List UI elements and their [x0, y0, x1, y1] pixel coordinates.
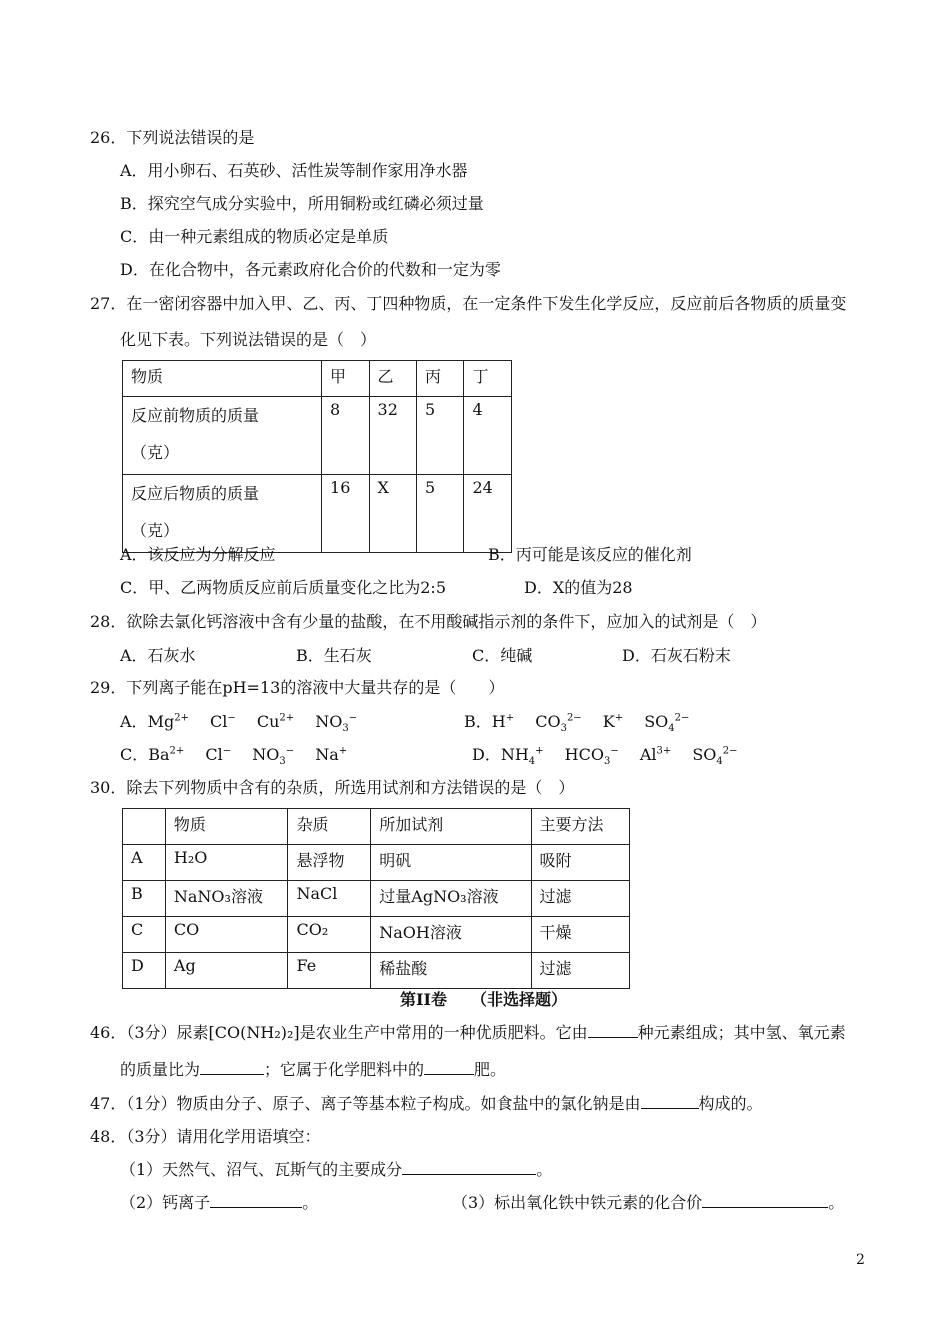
- table-row: [123, 881, 630, 917]
- q48-text: （2）钙离子: [120, 1193, 211, 1212]
- table-row: [123, 475, 512, 553]
- q46-blank-3[interactable]: [424, 1060, 474, 1075]
- q48-item-2: [120, 1193, 318, 1213]
- q46-blank-1[interactable]: [588, 1023, 638, 1038]
- q48-item-3: [452, 1193, 844, 1213]
- row-letter: C: [123, 917, 166, 953]
- table-header-row: [123, 361, 512, 397]
- option-letter: D．: [472, 745, 501, 764]
- q30-impurity-table: [122, 808, 630, 989]
- q29-stem: 29．下列离子能在pH=13的溶液中大量共存的是（ ）: [90, 678, 505, 697]
- q28-option-c: C．纯碱: [472, 646, 533, 665]
- q46-line2: [120, 1060, 506, 1080]
- table-header-cell: 乙: [369, 361, 416, 397]
- q29-option-a: [120, 712, 358, 735]
- row-letter: D: [123, 953, 166, 989]
- table-row-label: [123, 475, 322, 553]
- table-header-cell: 丙: [417, 361, 464, 397]
- q48-text: 。: [828, 1193, 845, 1212]
- row-substance: CO: [165, 917, 288, 953]
- q26-option-c: C．由一种元素组成的物质必定是单质: [120, 227, 389, 246]
- table-header-cell: 杂质: [288, 809, 371, 845]
- ion-formula: H+ $CO_3^{2-}$ K+ $SO_4^{2-}$: [491, 712, 690, 735]
- q30-stem: 30．除去下列物质中含有的杂质，所选用试剂和方法错误的是（ ）: [90, 778, 575, 797]
- table-row: [123, 917, 630, 953]
- option-letter: C．: [120, 745, 149, 764]
- row-impurity: NaCl: [288, 881, 371, 917]
- row-method: 过滤: [531, 881, 629, 917]
- q48-blank-2[interactable]: [210, 1193, 302, 1208]
- table-cell: 32: [369, 397, 416, 475]
- q46-line1: [90, 1023, 846, 1043]
- row-label-line: 反应后物质的质量: [131, 484, 260, 503]
- q46-text: 的质量比为: [120, 1060, 201, 1079]
- section-2-title: 第II卷 （非选择题）: [400, 990, 567, 1009]
- row-reagent: 过量AgNO₃溶液: [371, 881, 531, 917]
- row-letter: B: [123, 881, 166, 917]
- q28-option-b: B．生石灰: [296, 646, 372, 665]
- ion-formula: $Ba^{2+}$ Cl− $NO_3^-$ Na+: [148, 745, 348, 768]
- row-substance: H₂O: [165, 845, 288, 881]
- q47-text: 47．（1分）物质由分子、原子、离子等基本粒子构成。如食盐中的氯化钠是由: [90, 1094, 641, 1113]
- table-header-cell: 甲: [322, 361, 369, 397]
- row-method: 干燥: [531, 917, 629, 953]
- table-header-cell: 主要方法: [531, 809, 629, 845]
- q48-blank-3[interactable]: [702, 1193, 828, 1208]
- table-header-row: [123, 809, 630, 845]
- table-cell: 5: [417, 397, 464, 475]
- q29-option-c: [120, 745, 348, 768]
- table-cell: 4: [464, 397, 512, 475]
- table-header-cell: 物质: [165, 809, 288, 845]
- table-row: [123, 953, 630, 989]
- q28-option-a: A．石灰水: [120, 646, 196, 665]
- q48-text: 。: [536, 1160, 553, 1179]
- row-reagent: NaOH溶液: [371, 917, 531, 953]
- q27-option-a: A．该反应为分解反应: [120, 545, 276, 564]
- row-label-unit: （克）: [131, 443, 180, 462]
- table-cell: 8: [322, 397, 369, 475]
- q28-option-d: D．石灰石粉末: [622, 646, 731, 665]
- q46-text: 46．（3分）尿素[CO(NH₂)₂]是农业生产中常用的一种优质肥料。它由: [90, 1023, 588, 1042]
- row-method: 过滤: [531, 953, 629, 989]
- q26-option-b: B．探究空气成分实验中，所用铜粉或红磷必须过量: [120, 194, 484, 213]
- table-cell: 5: [417, 475, 464, 553]
- page-number: 2: [856, 1252, 865, 1268]
- table-cell: 16: [322, 475, 369, 553]
- row-substance: NaNO₃溶液: [165, 881, 288, 917]
- row-reagent: 明矾: [371, 845, 531, 881]
- q48-blank-1[interactable]: [402, 1160, 536, 1175]
- q47-line: [90, 1094, 763, 1114]
- option-letter: B．: [464, 712, 492, 731]
- row-impurity: 悬浮物: [288, 845, 371, 881]
- row-method: 吸附: [531, 845, 629, 881]
- row-letter: A: [123, 845, 166, 881]
- table-header-cell: 所加试剂: [371, 809, 531, 845]
- ion-formula: $Mg^{2+}$ Cl− $Cu^{2+}$ $NO_3^-$: [147, 712, 358, 735]
- q27-option-c: C．甲、乙两物质反应前后质量变化之比为2:5: [120, 578, 446, 597]
- table-cell: X: [369, 475, 416, 553]
- q27-mass-table: [122, 360, 512, 553]
- q28-stem: 28．欲除去氯化钙溶液中含有少量的盐酸，在不用酸碱指示剂的条件下，应加入的试剂是（ ）: [90, 612, 767, 631]
- q27-stem-line2: 化见下表。下列说法错误的是（ ）: [120, 330, 377, 349]
- q26-option-d: D．在化合物中，各元素政府化合价的代数和一定为零: [120, 260, 501, 279]
- q48-text: （3）标出氧化铁中铁元素的化合价: [452, 1193, 703, 1212]
- q26-option-a: A．用小卵石、石英砂、活性炭等制作家用净水器: [120, 161, 468, 180]
- q27-stem-line1: 27．在一密闭容器中加入甲、乙、丙、丁四种物质，在一定条件下发生化学反应，反应前后各物质的质量变: [90, 294, 847, 313]
- row-impurity: Fe: [288, 953, 371, 989]
- table-row-label: [123, 397, 322, 475]
- table-header-cell: 丁: [464, 361, 512, 397]
- ion-formula: $NH_4^+$ $HCO_3^-$ $Al^{3+}$ $SO_4^{2-}$: [500, 745, 738, 768]
- q48-text: 。: [302, 1193, 319, 1212]
- q27-option-b: B．丙可能是该反应的催化剂: [488, 545, 692, 564]
- q46-text: 种元素组成；其中氢、氧元素: [637, 1023, 846, 1042]
- option-letter: A．: [120, 712, 148, 731]
- row-label-unit: （克）: [131, 521, 180, 540]
- q29-option-b: [464, 712, 690, 735]
- row-label-line: 反应前物质的质量: [131, 406, 260, 425]
- row-substance: Ag: [165, 953, 288, 989]
- q46-blank-2[interactable]: [200, 1060, 264, 1075]
- q48-item-1: [120, 1160, 552, 1180]
- q46-text: 肥。: [474, 1060, 507, 1079]
- q48-text: （1）天然气、沼气、瓦斯气的主要成分: [120, 1160, 403, 1179]
- row-impurity: CO₂: [288, 917, 371, 953]
- table-row: [123, 397, 512, 475]
- q48-stem: 48．（3分）请用化学用语填空：: [90, 1127, 321, 1146]
- table-cell: 24: [464, 475, 512, 553]
- q26-stem: 26．下列说法错误的是: [90, 128, 255, 147]
- q47-blank[interactable]: [641, 1094, 699, 1109]
- table-header-cell: [123, 809, 166, 845]
- q46-text: ；它属于化学肥料中的: [264, 1060, 425, 1079]
- q29-option-d: [472, 745, 738, 768]
- q27-option-d: D．X的值为28: [524, 578, 633, 597]
- row-reagent: 稀盐酸: [371, 953, 531, 989]
- table-header-cell: 物质: [123, 361, 322, 397]
- table-row: [123, 845, 630, 881]
- q47-text: 构成的。: [698, 1094, 763, 1113]
